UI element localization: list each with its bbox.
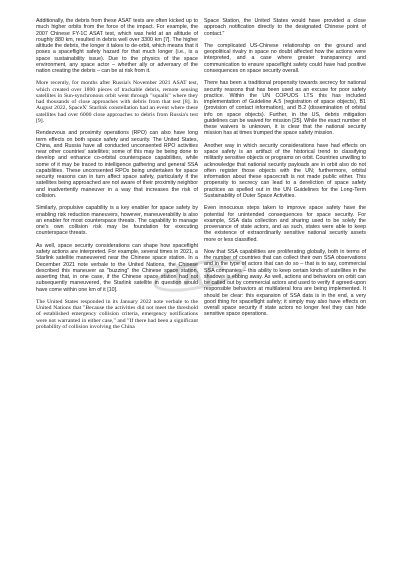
paragraph-us-china-relationship: The complicated US-Chinese relationship on the ground and geopolitical rivalry in space no doubt affected how the actions were interpreted, and a case where greater transparency and communication to ensure spaceflight safety could have had positive consequences on space security overall. <box>204 42 366 74</box>
paragraph-innocuous-steps: Even innocuous steps taken to improve space safety have the potential for unintended consequences for space security. For example, SSA data collection and sharing used to be solely the provenance of state actors, and as such, states were able to keep the existence of extraordinarily sensitive national security assets more or less classified. <box>204 205 366 243</box>
paragraph-asat-debris-altitude: Additionally, the debris from these ASAT tests are often kicked up to much higher orbits from the force of the impact. For example, the 2007 Chinese FY-1C ASAT test, which was held at an altitude of roughly 880 km, resulted in debris well over 3300 km [7]. The higher altitude the debris, the longer it takes to de-orbit, which means that it poses a spaceflight safety hazard for that much longer (i.e., is a space sustainability issue). Due to the physics of the space environment, any space actor – whether ally or adversary of the nation creating the debris – can be at risk from it. <box>36 18 198 74</box>
paragraph-secrecy-propensity: There has been a traditional propensity towards secrecy for national security reasons that has been used as an excuse for poor safety practice. Within the UN COPUOS LTS this has included implementation of Guideline A.5 (registration of space objects), B1 (provision of contact information), and B.2 (dissemination of orbital info on space objects). Further, in the US, debris mitigation guidelines can be waived for mission [25]. While the exact number of these waivers is unknown, it is clear that the national security mission has at times trumped the space safety mission. <box>204 80 366 137</box>
paragraph-space-station-continued: Space Station, the United States would have provided a close approach notification directly to the designated Chinese point of contact." <box>204 18 366 37</box>
paragraph-classified-objects: Another way in which security considerations have had effects on space safety is an artifact of the historical trend to classifying militarily sensitive objects or programs on orbit. Countries unwilling to acknowledge that national security payloads are in orbit also do not often register those objects with the UN; furthermore, orbital information about these spacecraft is not made public either. This propensity to secrecy can lead to a dereliction of space safety practices as spelled out in the UN Guidelines for the Long-Term Sustainability of Outer Space Activities. <box>204 142 366 199</box>
paragraph-propulsive-capability: Similarly, propulsive capability is a key enabler for space safety by enabling risk reduction maneuvers, however, maneuverability is also an enabler for most counterspace threats. The capability to manage one's own collision risk may be foundation for executing counterspace threats. <box>36 205 198 237</box>
paragraph-ssa-proliferation: Now that SSA capabilities are proliferating globally, both in terms of the number of countries that can collect their own SSA observations and in the type of actors that can do so – that is to say, commercial SSA companies – this ability to keep certain kinds of satellites in the shadows is ebbing away. As well, actions and behaviors on orbit can be called out by commercial actors and used to verify if agreed-upon responsible behaviors at multilateral fora are being implemented. It should be clear: this expansion of SSA data is in the end, a very good thing for spaceflight safety; it simply may also have effects on overall space security if state actors no longer feel they can hide sensitive space operations. <box>204 248 366 318</box>
paragraph-rpo: Rendezvous and proximity operations (RPO) can also have long term effects on both space safety and security. The United States, China, and Russia have all conducted unconsented RPO activities near other countries' satellites; some of this may be being done to develop and enhance co-orbital counterspace capabilities, while some of it may be traced to intelligence gathering and general SSA capabilities. These unconsented RPOs being undertaken for space security reasons can in turn affect space safety, particularly if the satellites being approached are not aware of their proximity neighbor and inadvertently maneuver in a way that increases the risk of collision. <box>36 130 198 199</box>
paragraph-us-note-verbale: The United States responded in its January 2022 note verbale to the United Nations that "Because the activities did not meet the threshold of established emergency collision criteria, emergency notifications were not warranted in either case," and "If there had been a significant probability of collision involving the China <box>36 298 198 330</box>
paragraph-starlink-maneuver: As well, space security considerations can shape how spaceflight safety actions are interpreted. For example, several times in 2021, a Starlink satellite maneuvered near the Chinese space station. In a December 2021 note verbale to the United Nations, the Chinese described this maneuver as "buzzing" the Chinese space station, asserting that, in one case, if the Chinese space station had not subsequently maneuvered, the Starlink satellite in question would have come within one km of it [10]. <box>36 242 198 293</box>
svg-text:IAC: IAC <box>174 259 226 292</box>
right-column <box>204 18 366 324</box>
left-column <box>36 18 198 336</box>
paragraph-russia-asat-test: More recently, for months after Russia's November 2021 ASAT test, which created over 1800 pieces of trackable debris, remote sensing satellites in Sun-synchronous orbit went through "squalls" where they had thousands of close approaches with debris from that test [8]. In August 2022, SpaceX' Starlink constellation had an event where these satellites had over 6000 close approaches to debris from Russia's test [9]. <box>36 80 198 124</box>
